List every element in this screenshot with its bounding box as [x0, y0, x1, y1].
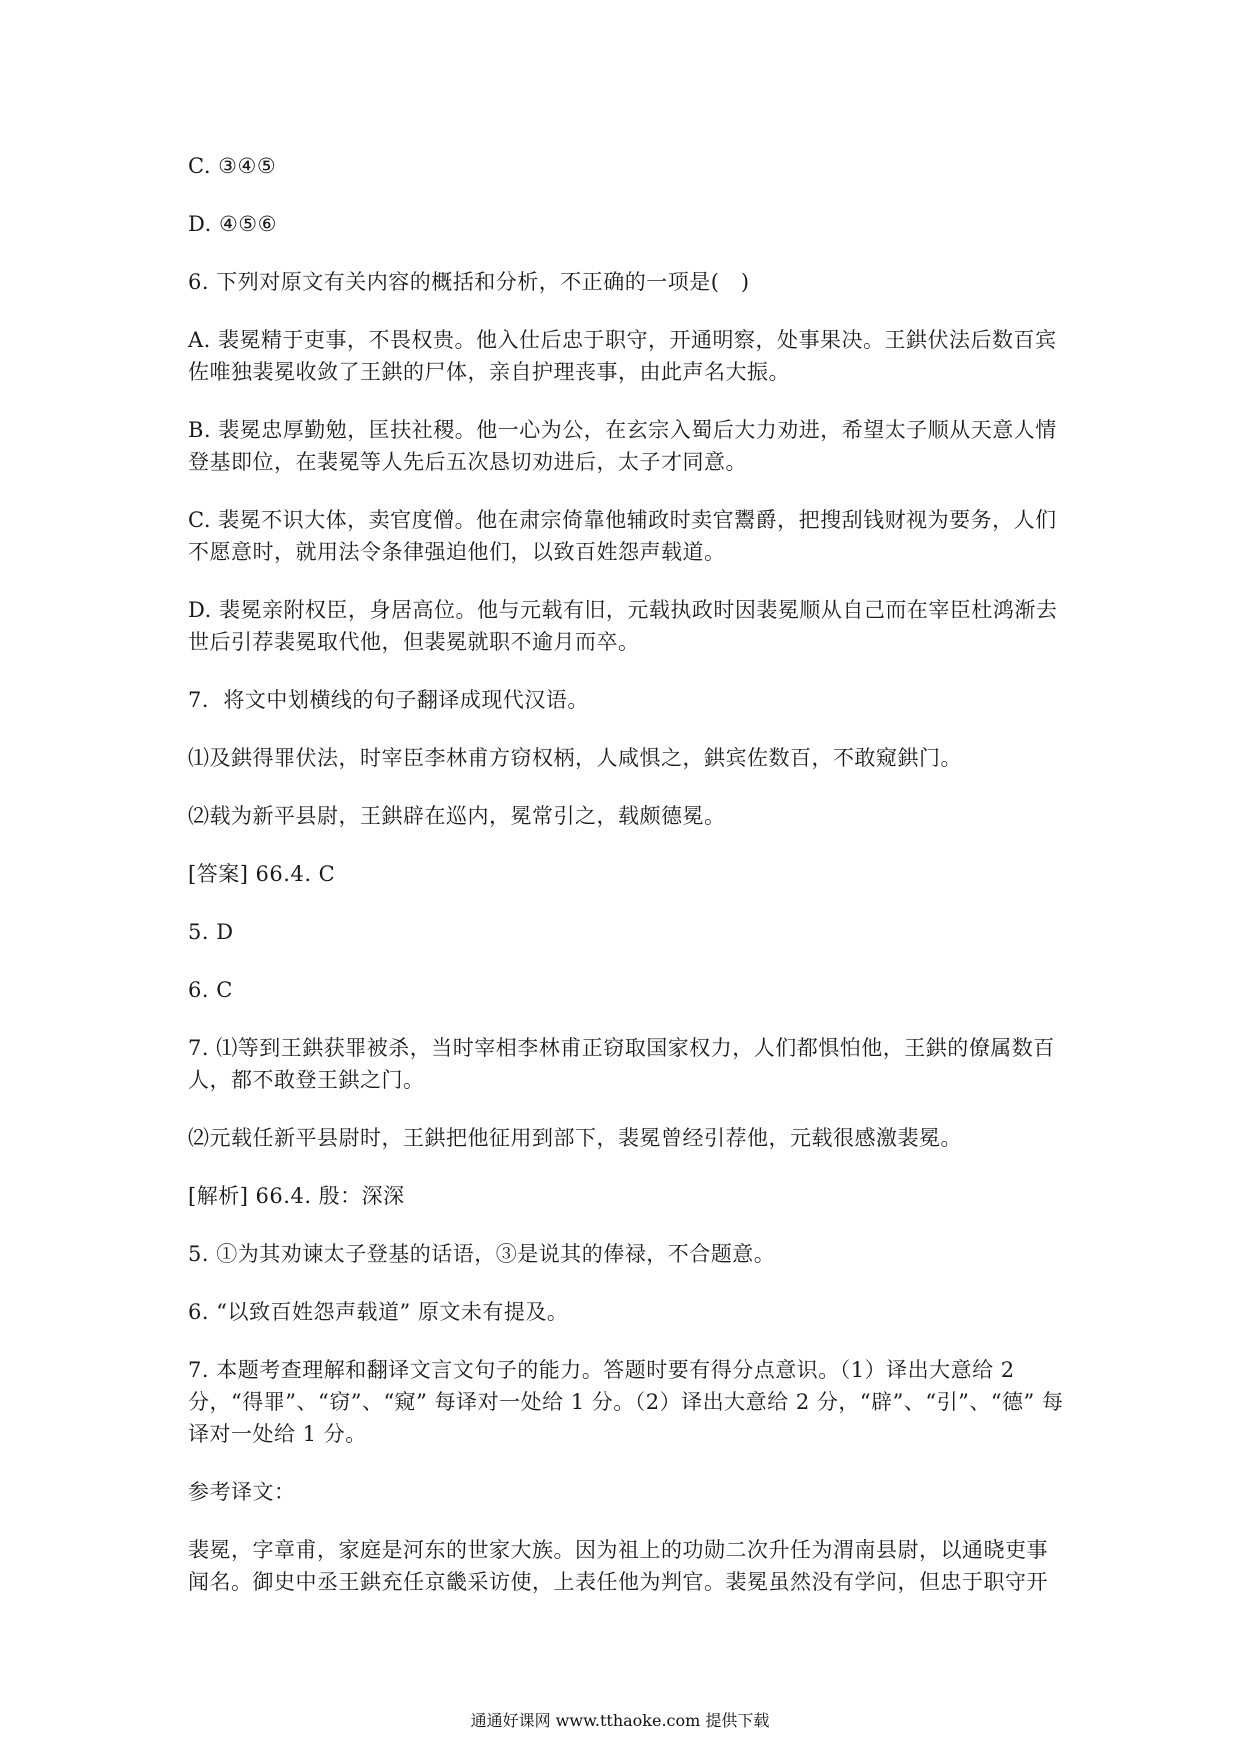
answer-heading: [答案] 66.4. C — [188, 862, 336, 886]
document-body — [188, 150, 1068, 1624]
question-6: 6. 下列对原文有关内容的概括和分析，不正确的一项是( ) — [188, 270, 750, 294]
analysis-5: 5. ①为其劝谏太子登基的话语，③是说其的俸禄，不合题意。 — [188, 1242, 776, 1266]
page-footer: 通通好课网 www.tthaoke.com 提供下载 — [470, 1711, 770, 1730]
question-7: 7．将文中划横线的句子翻译成现代汉语。 — [188, 688, 589, 712]
analysis-heading: [解析] 66.4. 殷：深深 — [188, 1184, 405, 1208]
question-6-option-c: C. 裴冕不识大体，卖官度僧。他在肃宗倚靠他辅政时卖官鬻爵，把搜刮钱财视为要务，人们不愿意时，就用法令条律强迫他们，以致百姓怨声载道。 — [188, 508, 1057, 564]
question-6-option-a: A. 裴冕精于吏事，不畏权贵。他入仕后忠于职守，开通明察，处事果决。王鉷伏法后数百宾佐唯独裴冕收敛了王鉷的尸体，亲自护理丧事，由此声名大振。 — [188, 328, 1057, 384]
reference-translation-text: 裴冕，字章甫，家庭是河东的世家大族。因为祖上的功勋二次升任为渭南县尉，以通晓吏事闻名。御史中丞王鉷充任京畿采访使，上表任他为判官。裴冕虽然没有学问，但忠于职守开 — [188, 1538, 1048, 1594]
answer-6: 6. C — [188, 978, 233, 1002]
option-c-345: C. ③④⑤ — [188, 154, 277, 178]
question-6-option-b: B. 裴冕忠厚勤勉，匡扶社稷。他一心为公，在玄宗入蜀后大力劝进，希望太子顺从天意人情登基即位，在裴冕等人先后五次恳切劝进后，太子才同意。 — [188, 418, 1057, 474]
question-7-sentence-1: ⑴及鉷得罪伏法，时宰臣李林甫方窃权柄，人咸惧之，鉷宾佐数百，不敢窥鉷门。 — [188, 746, 962, 770]
answer-7-part-2: ⑵元载任新平县尉时，王鉷把他征用到部下，裴冕曾经引荐他，元载很感激裴冕。 — [188, 1126, 962, 1150]
question-6-option-d: D. 裴冕亲附权臣，身居高位。他与元载有旧，元载执政时因裴冕顺从自己而在宰臣杜鸿渐去世后引荐裴冕取代他，但裴冕就职不逾月而卒。 — [188, 598, 1058, 654]
answer-5: 5. D — [188, 920, 234, 944]
answer-7-part-1: 7. ⑴等到王鉷获罪被杀，当时宰相李林甫正窃取国家权力，人们都惧怕他，王鉷的僚属数百人，都不敢登王鉷之门。 — [188, 1036, 1055, 1092]
reference-translation-heading: 参考译文： — [188, 1480, 296, 1504]
option-d-456: D. ④⑤⑥ — [188, 212, 277, 236]
analysis-6: 6. “以致百姓怨声载道” 原文未有提及。 — [188, 1300, 569, 1324]
analysis-7: 7. 本题考查理解和翻译文言文句子的能力。答题时要有得分点意识。（1）译出大意给 2 分，“得罪”、“窃”、“窥” 每译对一处给 1 分。（2）译出大意给 2 分，“辟”、“引”、“德” 每译对一处给 1 分。 — [188, 1358, 1064, 1446]
question-7-sentence-2: ⑵载为新平县尉，王鉷辟在巡内，冕常引之，载颇德冕。 — [188, 804, 726, 828]
